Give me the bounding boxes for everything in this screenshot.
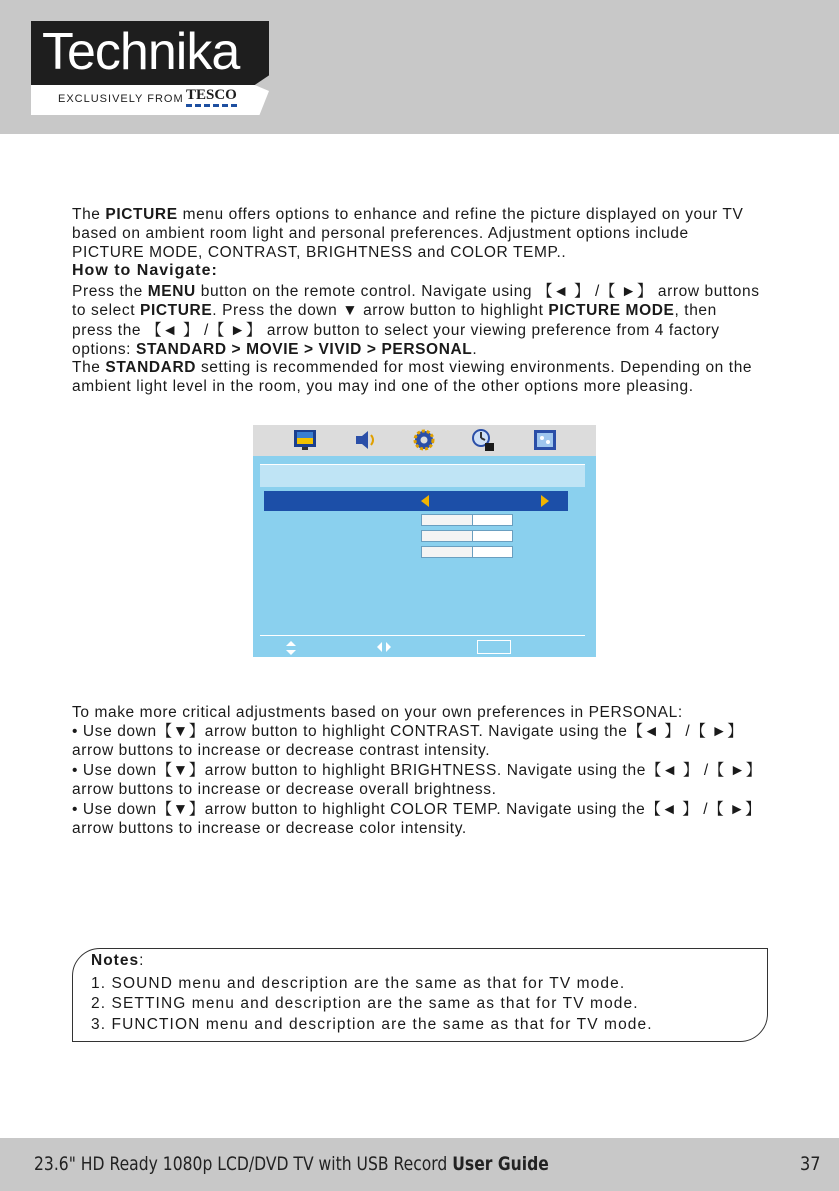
color-temp-bar-fill <box>422 547 473 557</box>
navigate-line-1: Press the MENU button on the remote control. Navigate using 【◄ 】 /【 ►】 arrow buttons <box>72 283 760 300</box>
navigate-line-3: press the 【◄ 】 /【 ►】 arrow button to select your viewing preference from 4 factory <box>72 322 720 339</box>
source-icon <box>533 428 557 452</box>
navigate-heading: How to Navigate: <box>72 262 218 279</box>
navigate-line-4: options: STANDARD > MOVIE > VIVID > PERSONAL. <box>72 341 478 358</box>
navigate-line-5: The STANDARD setting is recommended for most viewing environments. Depending on the <box>72 359 753 376</box>
note-3: 3. FUNCTION menu and description are the same as that for TV mode. <box>91 1016 653 1033</box>
picture-icon <box>293 428 317 452</box>
menu-icon-bar <box>253 425 596 456</box>
arrow-left-icon <box>421 495 429 507</box>
sound-icon <box>354 428 378 452</box>
retailer-logo: TESCO <box>186 88 237 107</box>
picture-menu-screenshot <box>253 425 596 657</box>
navigate-line-2: to select PICTURE. Press the down ▼ arrow button to highlight PICTURE MODE, then <box>72 302 717 319</box>
up-down-icon <box>286 641 296 655</box>
brightness-bullet-cont: arrow buttons to increase or decrease overall brightness. <box>72 781 497 798</box>
brightness-bar <box>421 530 513 542</box>
page-number: 37 <box>800 1153 821 1175</box>
footer-title: 23.6" HD Ready 1080p LCD/DVD TV with USB Record User Guide <box>34 1153 549 1175</box>
menu-footer-divider <box>260 635 585 636</box>
color-temp-bullet-cont: arrow buttons to increase or decrease color intensity. <box>72 820 467 837</box>
color-temp-bullet: • Use down【▼】arrow button to highlight COLOR TEMP. Navigate using the【◄ 】 /【 ►】 <box>72 801 762 818</box>
navigate-line-6: ambient light level in the room, you may ind one of the other options more pleasing. <box>72 378 694 395</box>
exit-key-icon <box>477 640 511 654</box>
contrast-bar-fill <box>422 515 473 525</box>
brightness-bullet: • Use down【▼】arrow button to highlight BRIGHTNESS. Navigate using the【◄ 】 /【 ►】 <box>72 762 762 779</box>
contrast-bullet: • Use down【▼】arrow button to highlight CONTRAST. Navigate using the【◄ 】 /【 ►】 <box>72 723 744 740</box>
personal-intro: To make more critical adjustments based on your own preferences in PERSONAL: <box>72 704 683 721</box>
contrast-bullet-cont: arrow buttons to increase or decrease contrast intensity. <box>72 742 491 759</box>
menu-title-bar <box>260 464 585 487</box>
brightness-bar-fill <box>422 531 473 541</box>
notes-title: Notes: <box>91 952 145 969</box>
arrow-right-icon <box>541 495 549 507</box>
brand-logo: Technika <box>42 23 240 81</box>
intro-line-3: PICTURE MODE, CONTRAST, BRIGHTNESS and COLOR TEMP.. <box>72 244 567 261</box>
function-icon <box>471 428 495 452</box>
brand-tagline: EXCLUSIVELY FROM <box>58 93 184 105</box>
note-1: 1. SOUND menu and description are the same as that for TV mode. <box>91 975 626 992</box>
color-temp-bar <box>421 546 513 558</box>
left-right-icon <box>377 642 391 652</box>
picture-mode-row <box>264 491 568 511</box>
intro-line-1: The PICTURE menu offers options to enhance and refine the picture displayed on your TV <box>72 206 744 223</box>
contrast-bar <box>421 514 513 526</box>
note-2: 2. SETTING menu and description are the same as that for TV mode. <box>91 995 639 1012</box>
intro-line-2: based on ambient room light and personal preferences. Adjustment options include <box>72 225 689 242</box>
setting-icon <box>412 428 436 452</box>
